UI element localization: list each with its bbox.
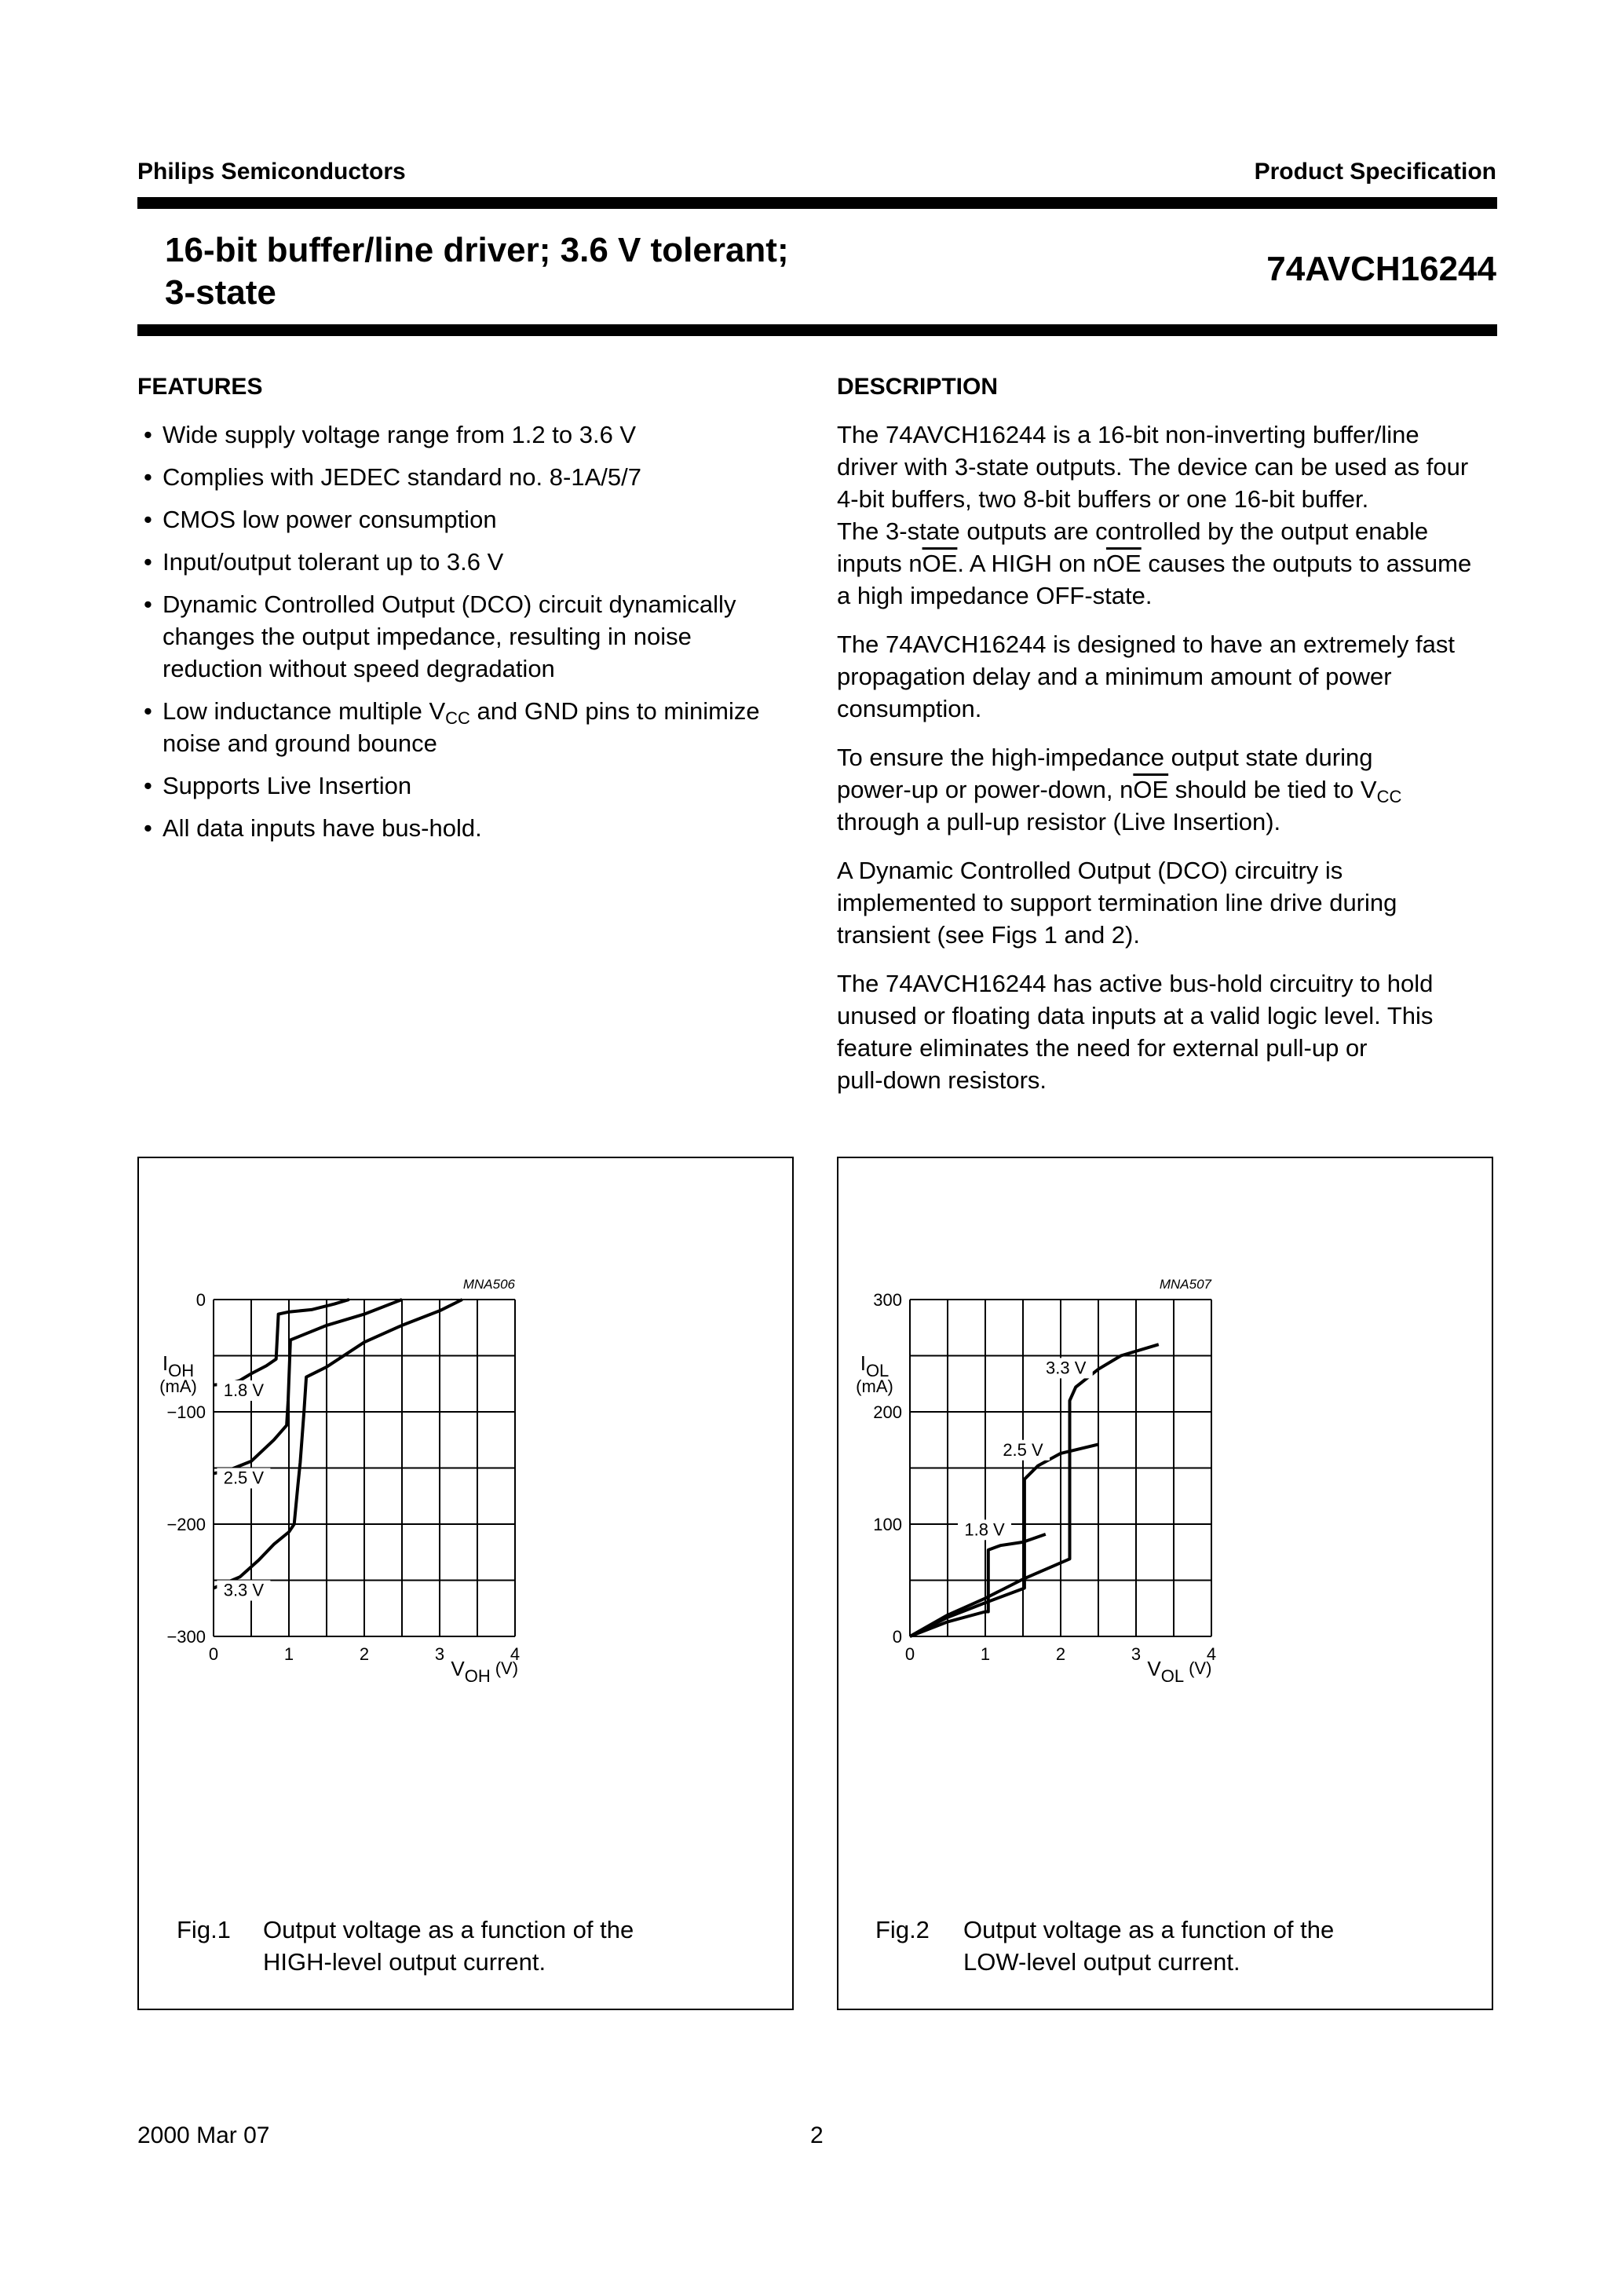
text-run: The 74AVCH16244 is a 16-bit non-inverting buffer/line — [837, 421, 1419, 448]
text-run: changes the output impedance, resulting in noise — [163, 623, 692, 650]
bullet-icon: • — [144, 506, 152, 533]
y-axis-label-main: I — [860, 1351, 866, 1375]
feature-item — [137, 588, 760, 685]
x-tick-label: 0 — [208, 1644, 219, 1664]
description-text — [837, 419, 1471, 1113]
text-line — [837, 887, 1471, 919]
text-run: To ensure the high-impedance output state during — [837, 744, 1373, 771]
text-run: Supports Live Insertion — [163, 772, 412, 799]
text-line — [163, 461, 760, 493]
subscript: CC — [1376, 787, 1402, 806]
x-tick-label: 4 — [510, 1644, 521, 1664]
text-line — [837, 741, 1471, 773]
text-line — [163, 588, 760, 620]
x-axis-label-sub: OL — [1160, 1666, 1185, 1686]
x-tick-label: 1 — [980, 1644, 991, 1664]
text-run: noise and ground bounce — [163, 729, 437, 757]
text-line — [163, 546, 760, 578]
text-line — [163, 812, 760, 844]
x-tick-label: 0 — [904, 1644, 915, 1664]
description-paragraph — [837, 854, 1471, 951]
feature-item — [137, 546, 760, 578]
text-run: Low inductance multiple V — [163, 697, 446, 725]
series-label: 1.8 V — [223, 1380, 265, 1400]
text-run: a high impedance OFF-state. — [837, 582, 1153, 609]
y-tick-label: 0 — [892, 1627, 902, 1647]
text-run: feature eliminates the need for external pull-up or — [837, 1034, 1368, 1062]
x-tick-label: 3 — [1131, 1644, 1142, 1664]
text-run: implemented to support termination line drive during — [837, 889, 1397, 916]
part-number: 74AVCH16244 — [1266, 250, 1496, 288]
text-run: unused or floating data inputs at a valid logic level. This — [837, 1002, 1434, 1029]
text-line — [837, 579, 1471, 612]
features-list — [137, 419, 760, 854]
text-run: causes the outputs to assume — [1141, 550, 1472, 577]
text-line — [837, 483, 1471, 515]
y-axis-label-main: I — [162, 1351, 169, 1375]
text-line — [163, 770, 760, 802]
footer-date: 2000 Mar 07 — [137, 2122, 270, 2148]
text-run: 4-bit buffers, two 8-bit buffers or one 16-bit buffer. — [837, 485, 1369, 513]
document-type: Product Specification — [1254, 159, 1496, 185]
chart-ioh-vs-voh — [139, 1158, 795, 2012]
x-axis-label-main: V — [451, 1657, 465, 1680]
text-line — [163, 620, 760, 653]
text-run: reduction without speed degradation — [163, 655, 555, 682]
header-rule-top — [137, 197, 1497, 209]
text-run: Complies with JEDEC standard no. 8-1A/5/7 — [163, 463, 641, 491]
y-tick-label: 100 — [873, 1515, 902, 1534]
text-run: should be tied to V — [1168, 776, 1377, 803]
description-paragraph — [837, 628, 1471, 725]
text-run: Wide supply voltage range from 1.2 to 3.6 V — [163, 421, 637, 448]
text-run: transient (see Figs 1 and 2). — [837, 921, 1140, 949]
feature-item — [137, 695, 760, 759]
bullet-icon: • — [144, 463, 152, 491]
chart-iol-vs-vol — [838, 1158, 1495, 2012]
x-axis-unit: (V) — [495, 1658, 519, 1678]
subscript: CC — [445, 708, 470, 728]
text-run: consumption. — [837, 695, 982, 722]
figure-1-caption-line-2: HIGH-level output current. — [263, 1948, 546, 1976]
text-run: The 74AVCH16244 has active bus-hold circuitry to hold — [837, 970, 1434, 997]
series-label: 1.8 V — [964, 1519, 1005, 1540]
text-line — [163, 695, 760, 727]
series-label: 3.3 V — [223, 1580, 265, 1600]
overlined-signal: $\overline{OE}$ — [1105, 550, 1142, 577]
description-paragraph — [837, 967, 1471, 1096]
figure-1-box — [137, 1157, 794, 2010]
figure-2-caption-line-1: Output voltage as a function of the — [963, 1916, 1335, 1943]
text-line — [163, 419, 760, 451]
company-name: Philips Semiconductors — [137, 159, 406, 185]
text-run: and GND pins to minimize — [469, 697, 760, 725]
text-line — [837, 967, 1471, 1000]
text-run: . A HIGH on n — [957, 550, 1106, 577]
x-tick-label: 2 — [359, 1644, 370, 1664]
overlined-signal: $\overline{OE}$ — [922, 550, 958, 577]
text-run: propagation delay and a minimum amount of power — [837, 663, 1392, 690]
text-run: inputs n — [837, 550, 922, 577]
description-heading: DESCRIPTION — [837, 374, 999, 400]
text-line — [837, 660, 1471, 693]
text-run: All data inputs have bus-hold. — [163, 814, 482, 842]
text-line — [837, 1032, 1471, 1064]
features-heading: FEATURES — [137, 374, 263, 400]
feature-item — [137, 770, 760, 802]
figure-code: MNA506 — [462, 1277, 515, 1292]
figure-1-caption-line-1: Output voltage as a function of the — [263, 1916, 634, 1943]
bullet-icon: • — [144, 421, 152, 448]
feature-item — [137, 503, 760, 536]
overlined-signal: $\overline{OE}$ — [1133, 776, 1169, 803]
y-tick-label: −100 — [166, 1402, 206, 1422]
text-run: through a pull-up resistor (Live Insertion). — [837, 808, 1281, 835]
text-line — [837, 854, 1471, 887]
description-paragraph — [837, 741, 1471, 838]
text-line — [837, 547, 1471, 579]
document-title-line-1: 16-bit buffer/line driver; 3.6 V tolerant; — [165, 231, 789, 269]
feature-item — [137, 461, 760, 493]
text-run: pull-down resistors. — [837, 1066, 1047, 1094]
figure-2-label: Fig.2 — [875, 1916, 930, 1943]
text-run: A Dynamic Controlled Output (DCO) circuitry is — [837, 857, 1343, 884]
text-line — [837, 919, 1471, 951]
y-tick-label: 300 — [873, 1290, 902, 1310]
text-line — [837, 1064, 1471, 1096]
x-axis-label-main: V — [1147, 1657, 1161, 1680]
text-run: power-up or power-down, n — [837, 776, 1134, 803]
feature-item — [137, 419, 760, 451]
text-line — [837, 419, 1471, 451]
bullet-icon: • — [144, 697, 152, 725]
text-run: Input/output tolerant up to 3.6 V — [163, 548, 504, 576]
y-axis-unit: (mA) — [856, 1377, 893, 1396]
y-tick-label: −300 — [166, 1627, 206, 1647]
x-tick-label: 2 — [1055, 1644, 1066, 1664]
figure-2-box — [837, 1157, 1493, 2010]
document-title-line-2: 3-state — [165, 273, 276, 312]
y-axis-label-sub: OH — [168, 1361, 195, 1380]
description-paragraph — [837, 419, 1471, 612]
y-tick-label: 0 — [195, 1290, 206, 1310]
y-axis-label-sub: OL — [865, 1361, 890, 1380]
series-label: 3.3 V — [1046, 1358, 1087, 1378]
text-run: The 3-state outputs are controlled by the output enable — [837, 517, 1429, 545]
series-label: 2.5 V — [1003, 1439, 1043, 1460]
bullet-icon: • — [144, 548, 152, 576]
bullet-icon: • — [144, 590, 152, 618]
text-run: driver with 3-state outputs. The device can be used as four — [837, 453, 1469, 481]
x-axis-label-sub: OH — [464, 1666, 491, 1686]
x-axis-unit: (V) — [1189, 1658, 1212, 1678]
bullet-icon: • — [144, 814, 152, 842]
text-line — [837, 693, 1471, 725]
text-line — [837, 628, 1471, 660]
text-line — [163, 727, 760, 759]
header-rule-bottom — [137, 324, 1497, 336]
y-tick-label: 200 — [873, 1402, 902, 1422]
bullet-icon: • — [144, 772, 152, 799]
text-line — [837, 1000, 1471, 1032]
x-tick-label: 1 — [283, 1644, 294, 1664]
figure-code: MNA507 — [1159, 1277, 1211, 1292]
text-run: The 74AVCH16244 is designed to have an extremely fast — [837, 631, 1455, 658]
text-line — [837, 806, 1471, 838]
text-line — [163, 503, 760, 536]
series-line-18V — [214, 1300, 349, 1385]
x-axis-label — [1147, 1657, 1211, 1686]
text-line — [837, 773, 1471, 806]
text-run: Dynamic Controlled Output (DCO) circuit dynamically — [163, 590, 736, 618]
text-line — [163, 653, 760, 685]
x-tick-label: 4 — [1206, 1644, 1217, 1664]
text-line — [837, 515, 1471, 547]
page-number: 2 — [810, 2122, 824, 2148]
feature-item — [137, 812, 760, 844]
figure-1-label: Fig.1 — [177, 1916, 231, 1943]
x-tick-label: 3 — [434, 1644, 445, 1664]
figure-2-caption-line-2: LOW-level output current. — [963, 1948, 1240, 1976]
x-axis-label — [451, 1657, 518, 1686]
y-tick-label: −200 — [166, 1515, 206, 1534]
series-label: 2.5 V — [223, 1468, 265, 1488]
text-line — [837, 451, 1471, 483]
y-axis-unit: (mA) — [159, 1377, 197, 1396]
text-run: CMOS low power consumption — [163, 506, 497, 533]
